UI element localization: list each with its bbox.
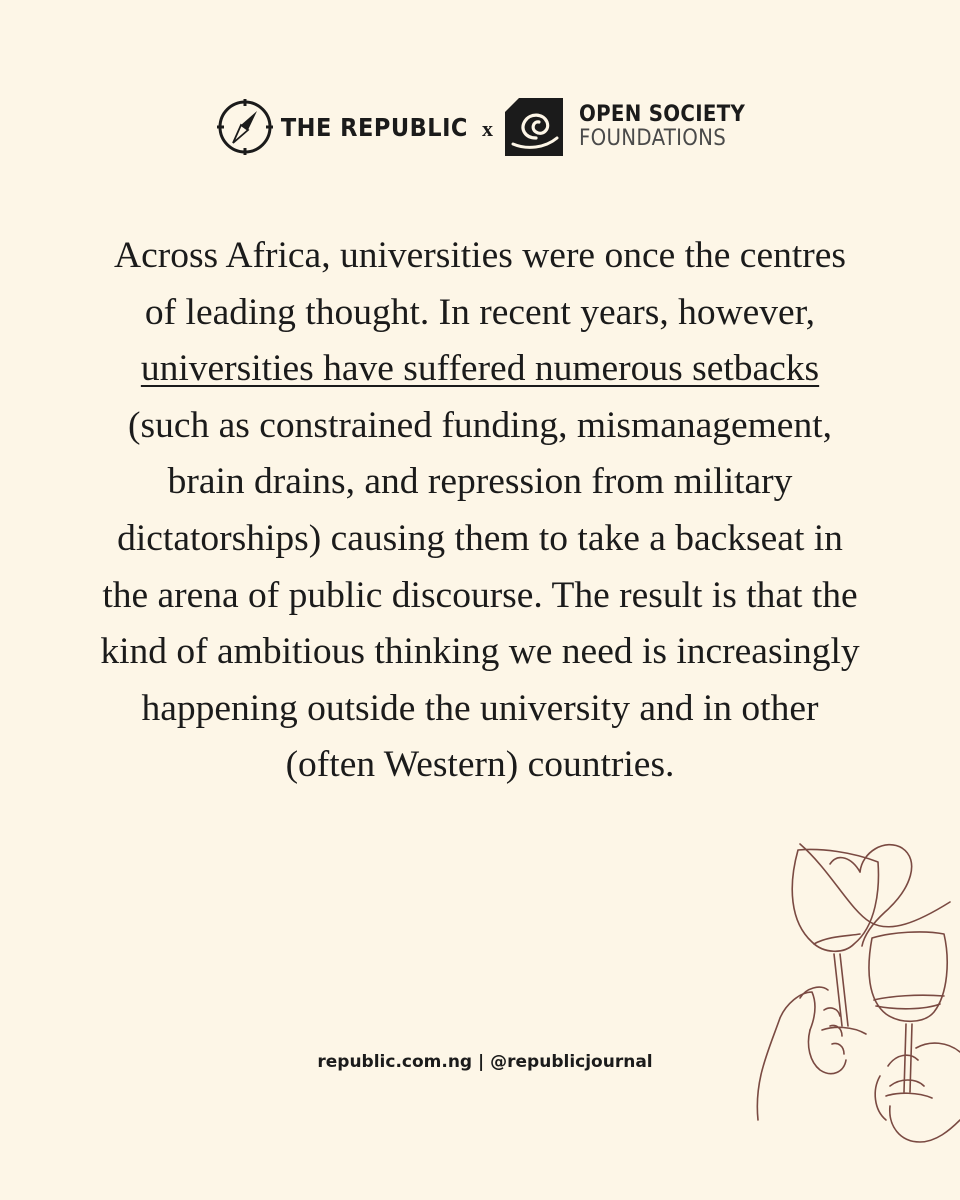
compass-icon	[215, 97, 275, 157]
header-logos	[0, 96, 960, 158]
republic-wordmark: THE REPUBLIC	[280, 112, 468, 142]
open-society-logo	[505, 98, 745, 156]
setbacks-link[interactable]: universities have suffered numerous setbacks	[140, 348, 820, 390]
body-paragraph	[100, 228, 860, 794]
osf-wordmark-line1: OPEN SOCIETY	[578, 102, 746, 127]
footer-credits: republic.com.ng | @republicjournal	[317, 1052, 653, 1072]
body-text-intro: Across Africa, universities were once the centres of leading thought. In recent years, however,	[113, 235, 846, 333]
osf-wordmark-line2: FOUNDATIONS	[578, 126, 727, 151]
collab-separator: x	[481, 116, 493, 141]
osf-wordmark	[579, 103, 745, 151]
osf-swirl-icon	[505, 98, 563, 156]
republic-logo	[215, 97, 468, 157]
body-text-rest: (such as constrained funding, mismanagement, brain drains, and repression from military dictatorships) causing them to take a backseat in the arena of public discourse. The result is that the kind of ambitious thinking we need is increasingly happening outside the university and in other (often Western) countries.	[100, 404, 860, 786]
wine-glasses-toast-illustration	[740, 830, 960, 1200]
